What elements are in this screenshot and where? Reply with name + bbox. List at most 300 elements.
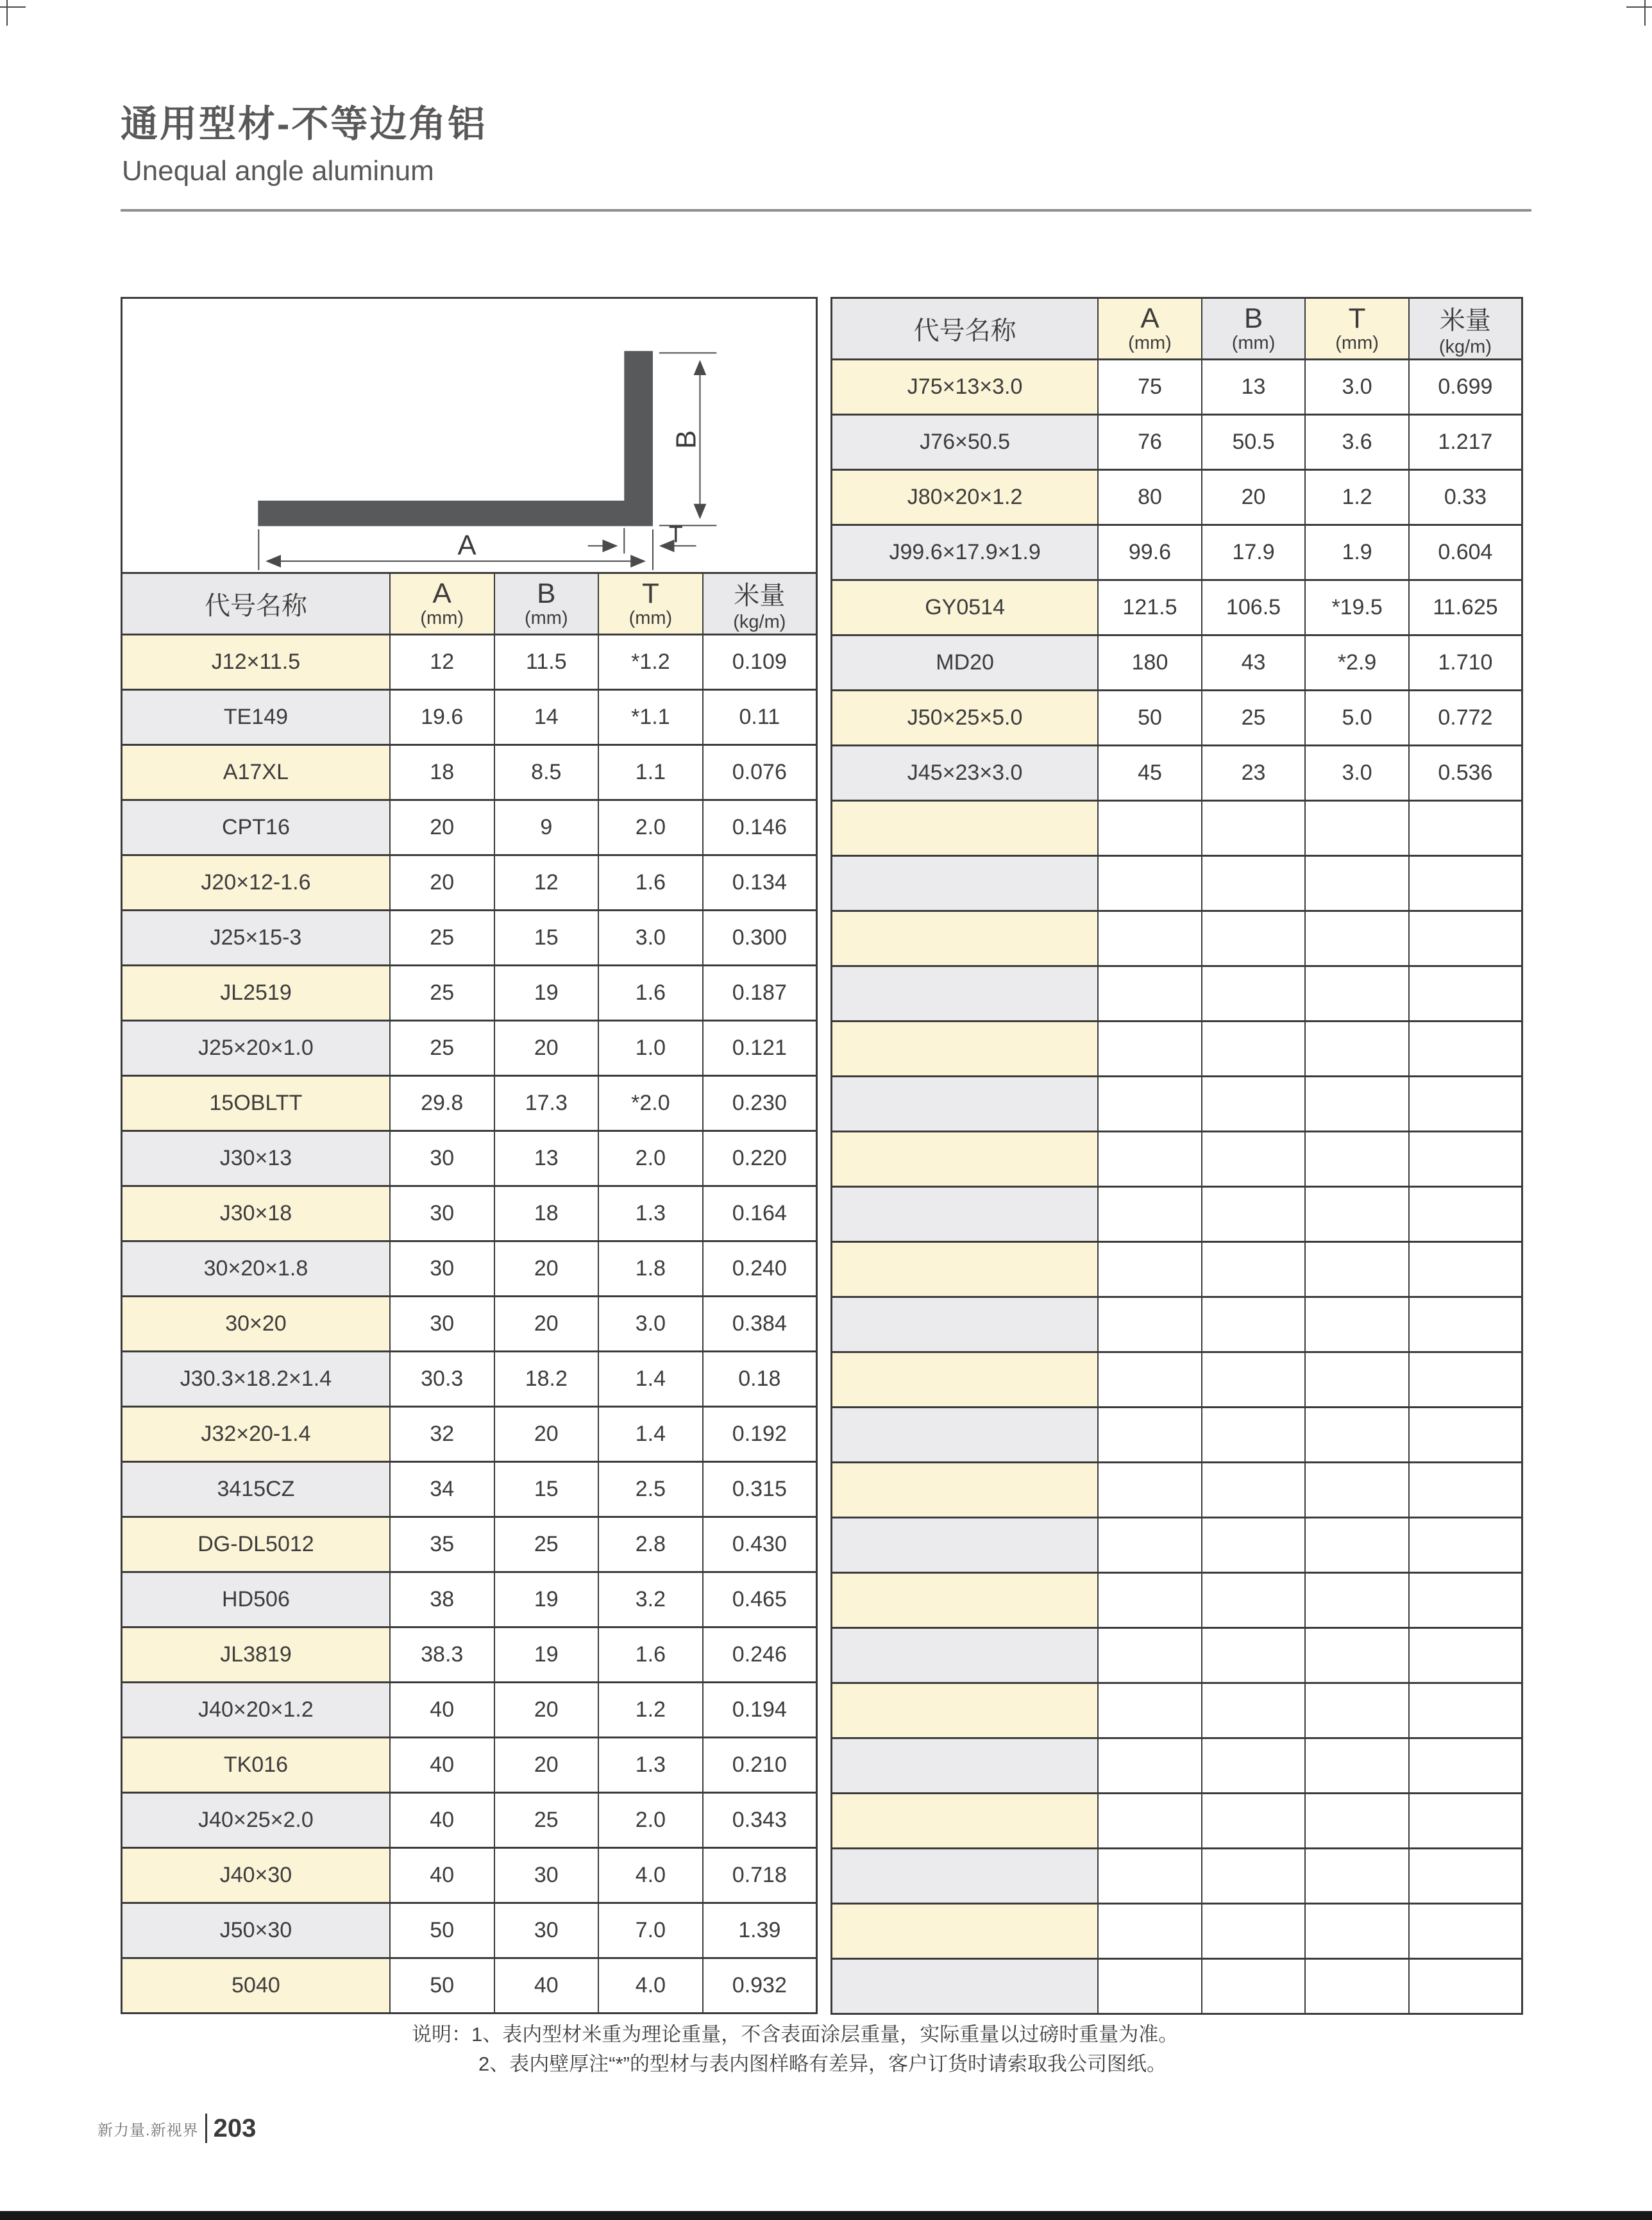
value-cell [1305, 856, 1409, 911]
value-cell: 1.3 [598, 1186, 703, 1241]
table-row [122, 1241, 817, 1297]
value-cell: 20 [494, 1738, 599, 1793]
value-cell: 0.210 [703, 1738, 817, 1793]
value-cell: 17.9 [1202, 525, 1306, 580]
value-cell: 0.343 [703, 1793, 817, 1848]
value-cell [1305, 1352, 1409, 1408]
table-row [832, 1794, 1522, 1849]
value-cell [1202, 1187, 1306, 1242]
value-cell: 0.465 [703, 1572, 817, 1627]
value-cell [1202, 1959, 1306, 2014]
table-row [832, 1683, 1522, 1738]
value-cell: 30 [390, 1131, 494, 1186]
value-cell: 0.246 [703, 1627, 817, 1683]
value-cell [1305, 1904, 1409, 1959]
table-row [122, 1407, 817, 1462]
profile-name-cell: J12×11.5 [122, 635, 390, 690]
value-cell: 0.240 [703, 1241, 817, 1297]
table-row [122, 635, 817, 690]
value-cell: *1.2 [598, 635, 703, 690]
table-row [832, 1849, 1522, 1904]
note-line-2: 2、表内壁厚注“*”的型材与表内图样略有差异，客户订货时请索取我公司图纸。 [478, 2053, 1167, 2075]
value-cell [1202, 911, 1306, 966]
footer-divider [205, 2114, 207, 2143]
profile-name-cell: J76×50.5 [832, 415, 1099, 470]
value-cell [1202, 1297, 1306, 1352]
header-row [122, 573, 817, 635]
page-title-chinese: 通用型材-不等边角铝 [121, 103, 487, 145]
value-cell [1409, 911, 1522, 966]
value-cell [1409, 1628, 1522, 1683]
table-row [122, 1076, 817, 1131]
value-cell [1202, 966, 1306, 1022]
value-cell [1098, 1132, 1202, 1187]
profile-name-cell: J40×30 [122, 1848, 390, 1903]
value-cell: 75 [1098, 360, 1202, 415]
value-cell [1409, 1352, 1522, 1408]
table-row [832, 525, 1522, 580]
value-cell [1098, 1573, 1202, 1628]
value-cell [1098, 1463, 1202, 1518]
profile-name-cell: J99.6×17.9×1.9 [832, 525, 1099, 580]
value-cell: 0.109 [703, 635, 817, 690]
value-cell: 20 [390, 855, 494, 911]
value-cell [1098, 1628, 1202, 1683]
value-cell: 50 [1098, 691, 1202, 746]
value-cell: 18 [390, 745, 494, 800]
value-cell: 4.0 [598, 1958, 703, 2014]
value-cell [1202, 1242, 1306, 1297]
value-cell: 3.2 [598, 1572, 703, 1627]
table-row [832, 1352, 1522, 1408]
value-cell [1409, 1297, 1522, 1352]
table-row [122, 1903, 817, 1958]
value-cell: 76 [1098, 415, 1202, 470]
profile-name-cell: J25×20×1.0 [122, 1021, 390, 1076]
angle-profile-diagram-svg [122, 299, 816, 572]
value-cell [1098, 1352, 1202, 1408]
footer-slogan: 新力量.新视界 [97, 2121, 199, 2139]
value-cell: *1.1 [598, 690, 703, 745]
value-cell: 1.3 [598, 1738, 703, 1793]
value-cell [1409, 856, 1522, 911]
table-row [122, 690, 817, 745]
value-cell: 18 [494, 1186, 599, 1241]
profile-name-cell: J20×12-1.6 [122, 855, 390, 911]
value-cell: 5.0 [1305, 691, 1409, 746]
profile-name-cell [832, 1077, 1099, 1132]
value-cell [1305, 1242, 1409, 1297]
value-cell: 40 [494, 1958, 599, 2014]
value-cell [1202, 1408, 1306, 1463]
value-cell: 0.718 [703, 1848, 817, 1903]
profile-name-cell: TE149 [122, 690, 390, 745]
table-row [122, 1131, 817, 1186]
value-cell: 20 [494, 1407, 599, 1462]
bottom-edge-bar [0, 2211, 1652, 2220]
value-cell: 19 [494, 1627, 599, 1683]
profile-name-cell: HD506 [122, 1572, 390, 1627]
value-cell [1202, 1463, 1306, 1518]
table-row [122, 1572, 817, 1627]
value-cell: 180 [1098, 635, 1202, 691]
value-cell: 43 [1202, 635, 1306, 691]
profile-name-cell [832, 856, 1099, 911]
value-cell: 1.4 [598, 1352, 703, 1407]
value-cell [1098, 966, 1202, 1022]
value-cell: 11.5 [494, 635, 599, 690]
col-header-name: 代号名称 [832, 298, 1099, 360]
value-cell [1305, 1022, 1409, 1077]
value-cell: 34 [390, 1462, 494, 1517]
value-cell: 19.6 [390, 690, 494, 745]
value-cell: 9 [494, 800, 599, 855]
value-cell: 1.9 [1305, 525, 1409, 580]
value-cell: 3.0 [598, 1297, 703, 1352]
profile-name-cell: DG-DL5012 [122, 1517, 390, 1572]
value-cell: 2.5 [598, 1462, 703, 1517]
value-cell [1305, 1738, 1409, 1794]
profile-name-cell [832, 1959, 1099, 2014]
value-cell: 14 [494, 690, 599, 745]
value-cell: 1.1 [598, 745, 703, 800]
value-cell [1098, 1849, 1202, 1904]
value-cell [1202, 1132, 1306, 1187]
crop-mark-top-right [1626, 6, 1652, 8]
value-cell [1409, 1794, 1522, 1849]
page-title-english: Unequal angle aluminum [122, 155, 434, 187]
value-cell: 40 [390, 1738, 494, 1793]
col-header-a: A (mm) [390, 573, 494, 635]
table-row [832, 966, 1522, 1022]
value-cell [1098, 801, 1202, 856]
value-cell: 1.8 [598, 1241, 703, 1297]
value-cell: 0.315 [703, 1462, 817, 1517]
table-row [122, 1683, 817, 1738]
table-row [122, 966, 817, 1021]
value-cell: 13 [1202, 360, 1306, 415]
value-cell [1202, 1573, 1306, 1628]
value-cell [1409, 1242, 1522, 1297]
profile-name-cell: J40×20×1.2 [122, 1683, 390, 1738]
value-cell [1202, 1794, 1306, 1849]
value-cell: 30 [494, 1903, 599, 1958]
profile-name-cell: J30×18 [122, 1186, 390, 1241]
value-cell: 30 [390, 1241, 494, 1297]
value-cell [1409, 966, 1522, 1022]
col-header-meter-weight: 米量 (kg/m) [1409, 298, 1522, 360]
table-row [122, 1297, 817, 1352]
profile-name-cell: TK016 [122, 1738, 390, 1793]
value-cell: *2.0 [598, 1076, 703, 1131]
profile-name-cell: 3415CZ [122, 1462, 390, 1517]
value-cell: 1.6 [598, 855, 703, 911]
profile-name-cell: J45×23×3.0 [832, 746, 1099, 801]
profile-name-cell: CPT16 [122, 800, 390, 855]
table-row [832, 1959, 1522, 2014]
value-cell [1409, 1132, 1522, 1187]
table-row [122, 855, 817, 911]
profile-name-cell: 30×20×1.8 [122, 1241, 390, 1297]
profile-diagram-cell [121, 297, 818, 572]
table-row [832, 746, 1522, 801]
value-cell [1202, 1628, 1306, 1683]
value-cell [1202, 801, 1306, 856]
value-cell: 0.932 [703, 1958, 817, 2014]
value-cell: 106.5 [1202, 580, 1306, 635]
value-cell: 0.33 [1409, 470, 1522, 525]
profile-name-cell: 30×20 [122, 1297, 390, 1352]
value-cell: 23 [1202, 746, 1306, 801]
profile-name-cell: J32×20-1.4 [122, 1407, 390, 1462]
profile-name-cell [832, 1352, 1099, 1408]
profile-name-cell: J30.3×18.2×1.4 [122, 1352, 390, 1407]
value-cell: 0.076 [703, 745, 817, 800]
value-cell: 20 [494, 1683, 599, 1738]
table-row [832, 856, 1522, 911]
col-header-a: A (mm) [1098, 298, 1202, 360]
value-cell: 0.121 [703, 1021, 817, 1076]
value-cell [1098, 1077, 1202, 1132]
value-cell: 121.5 [1098, 580, 1202, 635]
profile-name-cell [832, 966, 1099, 1022]
dim-label-a: A [457, 530, 476, 562]
value-cell [1098, 856, 1202, 911]
table-row [832, 1132, 1522, 1187]
header-row [832, 298, 1522, 360]
table-row [832, 360, 1522, 415]
value-cell: 30 [390, 1297, 494, 1352]
value-cell: 19 [494, 966, 599, 1021]
value-cell: 40 [390, 1848, 494, 1903]
value-cell: 1.2 [598, 1683, 703, 1738]
profile-name-cell: JL2519 [122, 966, 390, 1021]
value-cell: 0.300 [703, 911, 817, 966]
value-cell [1305, 801, 1409, 856]
col-header-t: T (mm) [598, 573, 703, 635]
table-row [832, 1463, 1522, 1518]
value-cell [1098, 1904, 1202, 1959]
table-row [832, 470, 1522, 525]
value-cell: 0.699 [1409, 360, 1522, 415]
value-cell [1305, 1959, 1409, 2014]
table-row [832, 1408, 1522, 1463]
table-row [122, 1627, 817, 1683]
dim-label-b: B [670, 430, 702, 450]
value-cell: 25 [1202, 691, 1306, 746]
value-cell: 3.0 [598, 911, 703, 966]
value-cell: 20 [494, 1297, 599, 1352]
value-cell: 50.5 [1202, 415, 1306, 470]
profile-name-cell: A17XL [122, 745, 390, 800]
table-row [832, 1904, 1522, 1959]
value-cell [1305, 1408, 1409, 1463]
value-cell [1305, 1463, 1409, 1518]
value-cell: 80 [1098, 470, 1202, 525]
table-row [122, 1021, 817, 1076]
profile-name-cell [832, 1794, 1099, 1849]
value-cell: 0.192 [703, 1407, 817, 1462]
value-cell: 3.0 [1305, 360, 1409, 415]
value-cell: 25 [494, 1793, 599, 1848]
profile-name-cell [832, 1463, 1099, 1518]
value-cell: 7.0 [598, 1903, 703, 1958]
value-cell: 38 [390, 1572, 494, 1627]
value-cell: 20 [494, 1021, 599, 1076]
value-cell [1409, 1022, 1522, 1077]
value-cell [1202, 1022, 1306, 1077]
table-row [122, 1958, 817, 2014]
value-cell [1202, 1683, 1306, 1738]
table-row [832, 1573, 1522, 1628]
profile-name-cell: J50×25×5.0 [832, 691, 1099, 746]
value-cell: 20 [390, 800, 494, 855]
value-cell [1305, 1518, 1409, 1573]
table-row [122, 1517, 817, 1572]
note-line-1 [412, 2020, 1178, 2049]
value-cell: 0.18 [703, 1352, 817, 1407]
table-row [122, 1848, 817, 1903]
value-cell: 1.217 [1409, 415, 1522, 470]
value-cell [1409, 1849, 1522, 1904]
profile-name-cell: J25×15-3 [122, 911, 390, 966]
value-cell: 0.220 [703, 1131, 817, 1186]
value-cell [1305, 1077, 1409, 1132]
title-rule [121, 209, 1531, 212]
table-row [832, 580, 1522, 635]
value-cell: 2.8 [598, 1517, 703, 1572]
value-cell [1409, 801, 1522, 856]
profile-name-cell [832, 1518, 1099, 1573]
value-cell: 2.0 [598, 800, 703, 855]
value-cell: 30.3 [390, 1352, 494, 1407]
profile-name-cell [832, 1187, 1099, 1242]
value-cell: 3.6 [1305, 415, 1409, 470]
value-cell [1409, 1518, 1522, 1573]
value-cell: 1.6 [598, 966, 703, 1021]
value-cell: 40 [390, 1793, 494, 1848]
value-cell: 50 [390, 1903, 494, 1958]
value-cell [1409, 1904, 1522, 1959]
profile-name-cell [832, 1628, 1099, 1683]
value-cell [1098, 1242, 1202, 1297]
value-cell: 1.0 [598, 1021, 703, 1076]
value-cell [1098, 1794, 1202, 1849]
value-cell: *19.5 [1305, 580, 1409, 635]
footer-page-number: 203 [213, 2114, 257, 2142]
table-row [832, 1077, 1522, 1132]
table-row [122, 1738, 817, 1793]
table-row [832, 1242, 1522, 1297]
value-cell [1409, 1573, 1522, 1628]
crop-mark-top-left [6, 0, 8, 26]
note-text-1: 1、表内型材米重为理论重量，不含表面涂层重量，实际重量以过磅时重量为准。 [471, 2023, 1179, 2046]
table-row [832, 1738, 1522, 1794]
value-cell [1098, 1518, 1202, 1573]
table-row [832, 1518, 1522, 1573]
value-cell: 19 [494, 1572, 599, 1627]
table-row [122, 1462, 817, 1517]
profile-name-cell: MD20 [832, 635, 1099, 691]
crop-mark-top-right [1644, 0, 1646, 26]
value-cell [1305, 1683, 1409, 1738]
value-cell: 0.604 [1409, 525, 1522, 580]
value-cell: 2.0 [598, 1793, 703, 1848]
value-cell: 15 [494, 1462, 599, 1517]
value-cell: 25 [494, 1517, 599, 1572]
value-cell: 0.134 [703, 855, 817, 911]
value-cell: 1.710 [1409, 635, 1522, 691]
value-cell: 15 [494, 911, 599, 966]
value-cell: 0.187 [703, 966, 817, 1021]
value-cell: 17.3 [494, 1076, 599, 1131]
value-cell: 38.3 [390, 1627, 494, 1683]
value-cell: 30 [494, 1848, 599, 1903]
table-row [832, 1297, 1522, 1352]
table-row [832, 911, 1522, 966]
profile-name-cell [832, 1242, 1099, 1297]
value-cell [1202, 1738, 1306, 1794]
table-row [832, 1022, 1522, 1077]
value-cell: 25 [390, 911, 494, 966]
value-cell [1305, 1132, 1409, 1187]
profile-name-cell [832, 911, 1099, 966]
value-cell: 0.430 [703, 1517, 817, 1572]
profile-name-cell [832, 1738, 1099, 1794]
table-row [122, 911, 817, 966]
value-cell: 20 [1202, 470, 1306, 525]
value-cell [1409, 1959, 1522, 2014]
value-cell: 32 [390, 1407, 494, 1462]
value-cell: 2.0 [598, 1131, 703, 1186]
value-cell [1305, 1794, 1409, 1849]
value-cell: 0.11 [703, 690, 817, 745]
profile-name-cell: J50×30 [122, 1903, 390, 1958]
profile-name-cell: 5040 [122, 1958, 390, 2014]
value-cell [1305, 1849, 1409, 1904]
value-cell: 25 [390, 966, 494, 1021]
value-cell: 12 [390, 635, 494, 690]
profile-name-cell [832, 1408, 1099, 1463]
table-row [832, 1628, 1522, 1683]
value-cell [1202, 1849, 1306, 1904]
table-row [122, 1186, 817, 1241]
profile-name-cell: 15OBLTT [122, 1076, 390, 1131]
value-cell: 99.6 [1098, 525, 1202, 580]
value-cell: 45 [1098, 746, 1202, 801]
value-cell [1098, 1738, 1202, 1794]
value-cell [1098, 1408, 1202, 1463]
value-cell [1409, 1077, 1522, 1132]
value-cell [1409, 1187, 1522, 1242]
profile-name-cell: GY0514 [832, 580, 1099, 635]
left-column [121, 297, 818, 2014]
notes [412, 2020, 1178, 2079]
value-cell: 4.0 [598, 1848, 703, 1903]
col-header-b: B (mm) [1202, 298, 1306, 360]
value-cell [1409, 1683, 1522, 1738]
value-cell: 0.384 [703, 1297, 817, 1352]
table-row [122, 800, 817, 855]
value-cell [1202, 1077, 1306, 1132]
profile-name-cell [832, 1022, 1099, 1077]
profile-name-cell [832, 1849, 1099, 1904]
value-cell [1409, 1408, 1522, 1463]
value-cell [1305, 1297, 1409, 1352]
value-cell: 40 [390, 1683, 494, 1738]
table-row [832, 1187, 1522, 1242]
value-cell: 1.6 [598, 1627, 703, 1683]
